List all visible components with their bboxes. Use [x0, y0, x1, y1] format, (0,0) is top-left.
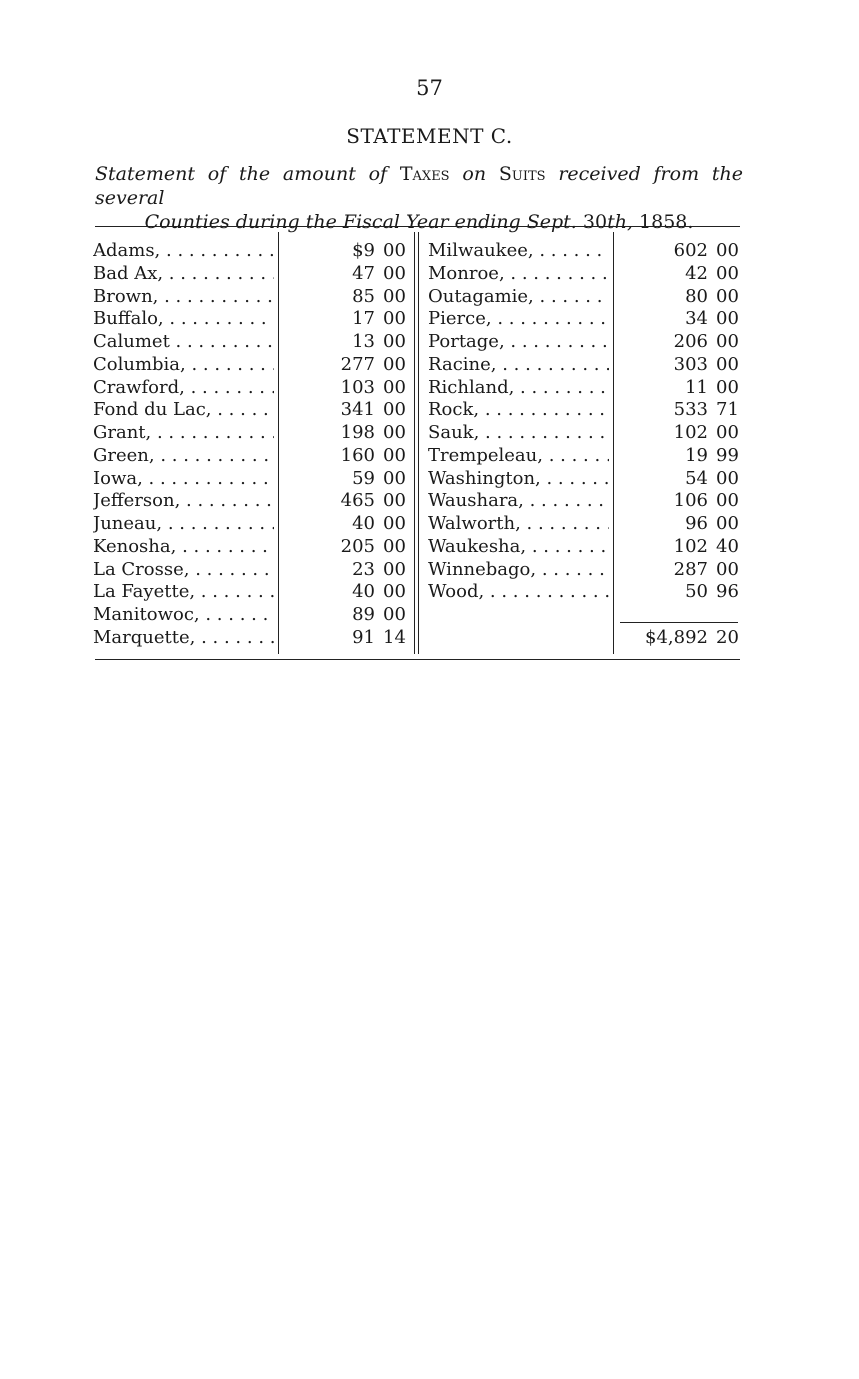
table-row [428, 490, 743, 513]
amount-cents: 00 [716, 490, 739, 512]
county-name: Fond du Lac, . . . [93, 399, 274, 422]
amount-cents: 96 [716, 581, 739, 603]
amount-dollars: 103 [340, 376, 375, 398]
amount-cents: 00 [383, 513, 406, 534]
amount-dollars: 96 [685, 513, 708, 534]
amount-cents: 00 [383, 490, 406, 512]
amount-dollars: 106 [673, 490, 708, 512]
county-name: Washington, . . . [428, 468, 609, 491]
county-name: Manitowoc, . . . [93, 604, 274, 627]
table-row [93, 422, 413, 445]
county-name: La Fayette, . . . [93, 581, 274, 604]
amount-cents: 00 [383, 308, 406, 330]
amount-dollars: 465 [340, 490, 375, 512]
caption-text: Counties during the Fiscal Year ending Sept. [144, 211, 583, 233]
amount-cents: 00 [716, 376, 739, 398]
county-name: Marquette, . . . [93, 627, 274, 650]
amount-dollars: 602 [673, 240, 708, 261]
county-name: Jefferson, . . . [93, 490, 274, 513]
table-row [428, 399, 743, 422]
amount-dollars: 11 [685, 376, 708, 398]
table-row [428, 445, 743, 468]
table-row [93, 331, 413, 354]
amount-cents: 00 [716, 262, 739, 284]
county-name: Green, . . . [93, 445, 274, 468]
county-name: Adams, . . . [93, 240, 274, 263]
table-row [93, 308, 413, 331]
caption-text: received from the several [95, 163, 744, 209]
county-name: Winnebago, . . . [428, 559, 609, 582]
table-row [93, 627, 413, 650]
table-bottom-rule [95, 659, 740, 660]
total-dollars: $4,892 [645, 626, 708, 648]
county-name: Walworth, . . . [428, 513, 609, 536]
county-name: Portage, . . . [428, 331, 609, 354]
table-row [93, 559, 413, 582]
amount-cents: 00 [383, 467, 406, 489]
table-row [428, 354, 743, 377]
table-row [93, 377, 413, 400]
amount-dollars: 50 [685, 581, 708, 603]
county-name: Wood, . . . [428, 581, 609, 604]
amount-cents: 99 [716, 444, 739, 466]
column-divider [418, 232, 419, 654]
amount-dollars: 54 [685, 467, 708, 489]
amount-cents: 00 [383, 285, 406, 307]
table-row [93, 399, 413, 422]
amount-cents: 00 [716, 353, 739, 375]
caption-line-2 [95, 210, 743, 234]
amount-dollars: 42 [685, 262, 708, 284]
amount-dollars: 23 [352, 558, 375, 580]
county-name: Trempeleau, . . . [428, 445, 609, 468]
amount-cents: 00 [383, 376, 406, 398]
table-row [428, 308, 743, 331]
amount-cents: 00 [383, 444, 406, 466]
total-rule [620, 622, 738, 623]
amount-cents: 14 [383, 626, 406, 648]
county-name: Bad Ax, . . . [93, 263, 274, 286]
amount-cents: 00 [383, 262, 406, 284]
total-cents: 20 [716, 626, 739, 648]
caption-suits: Suits [498, 163, 546, 185]
amount-cents: 40 [716, 535, 739, 557]
amount-dollars: 205 [340, 535, 375, 557]
county-name: Milwaukee, . . . [428, 240, 609, 263]
amount-dollars: 533 [673, 399, 708, 421]
amount-dollars: 102 [673, 535, 708, 557]
county-name: Sauk, . . . [428, 422, 609, 445]
caption-text: on [449, 163, 499, 185]
amount-dollars: 89 [352, 604, 375, 625]
table-row [93, 490, 413, 513]
amount-cents: 00 [716, 467, 739, 489]
blank-row [428, 604, 743, 627]
table-row [428, 468, 743, 491]
amount-dollars: 287 [673, 558, 708, 580]
amount-dollars: 47 [352, 262, 375, 284]
county-name: Racine, . . . [428, 354, 609, 377]
county-name: Crawford, . . . [93, 377, 274, 400]
county-name: Kenosha, . . . [93, 536, 274, 559]
table-row [428, 513, 743, 536]
amount-cents: 00 [716, 422, 739, 443]
amount-cents: 00 [383, 331, 406, 352]
amount-dollars: 13 [352, 331, 375, 352]
table-row [428, 559, 743, 582]
left-column [93, 240, 413, 650]
amount-cents: 00 [383, 581, 406, 603]
column-divider [414, 232, 415, 654]
amount-cents: 71 [716, 399, 739, 421]
amount-dollars: 277 [340, 353, 375, 375]
amount-dollars: 102 [673, 422, 708, 443]
amount-dollars: 80 [685, 285, 708, 307]
table-row [428, 422, 743, 445]
table-top-rule [95, 226, 740, 227]
amount-dollars: 91 [352, 626, 375, 648]
table-row [93, 513, 413, 536]
amount-cents: 00 [383, 535, 406, 557]
county-name: Pierce, . . . [428, 308, 609, 331]
table-row [93, 354, 413, 377]
amount-dollars: 206 [673, 331, 708, 352]
caption-line-1 [95, 162, 743, 210]
amount-dollars: 19 [685, 444, 708, 466]
caption-text: th, [607, 211, 633, 233]
table-row [93, 263, 413, 286]
county-name: Waushara, . . . [428, 490, 609, 513]
county-name: Juneau, . . . [93, 513, 274, 536]
right-column [428, 240, 743, 650]
county-name: Waukesha, . . . [428, 536, 609, 559]
amount-cents: 00 [383, 422, 406, 443]
table-row [93, 536, 413, 559]
table-row [428, 581, 743, 604]
table-row [93, 604, 413, 627]
amount-dollars: 198 [340, 422, 375, 443]
table-row [428, 263, 743, 286]
amount-cents: 00 [383, 353, 406, 375]
county-name: Iowa, . . . [93, 468, 274, 491]
table-row [428, 536, 743, 559]
county-name: Brown, . . . [93, 286, 274, 309]
county-name: Grant, . . . [93, 422, 274, 445]
amount-dollars: 341 [340, 399, 375, 421]
table-row [93, 286, 413, 309]
amount-cents: 00 [716, 240, 739, 261]
amount-dollars: 59 [352, 467, 375, 489]
amount-dollars: 40 [352, 581, 375, 603]
amount-dollars: 303 [673, 353, 708, 375]
caption-year: 1858. [633, 211, 694, 233]
statement-caption [95, 162, 743, 234]
county-name: Monroe, . . . [428, 263, 609, 286]
amount-cents: 00 [383, 240, 406, 261]
total-row [428, 627, 743, 650]
table-row [93, 581, 413, 604]
amount-cents: 00 [383, 399, 406, 421]
county-name: Outagamie, . . . [428, 286, 609, 309]
amount-dollars: 85 [352, 285, 375, 307]
table-row [93, 468, 413, 491]
amount-dollars: 34 [685, 308, 708, 330]
table-row [428, 331, 743, 354]
county-name: Columbia, . . . [93, 354, 274, 377]
amount-cents: 00 [383, 558, 406, 580]
county-name: La Crosse, . . . [93, 559, 274, 582]
amount-cents: 00 [716, 513, 739, 534]
table-row [93, 445, 413, 468]
table-row [428, 240, 743, 263]
caption-taxes: Taxes [399, 163, 450, 185]
caption-text: Statement of the amount of [95, 163, 400, 185]
amount-dollars: 160 [340, 444, 375, 466]
amount-dollars: 40 [352, 513, 375, 534]
amount-cents: 00 [383, 604, 406, 625]
amount-cents: 00 [716, 558, 739, 580]
amount-cents: 00 [716, 308, 739, 330]
caption-day: 30 [582, 211, 608, 233]
county-name: Calumet . . . [93, 331, 274, 354]
amount-cents: 00 [716, 285, 739, 307]
county-name: Rock, . . . [428, 399, 609, 422]
amount-cents: 00 [716, 331, 739, 352]
amount-dollars: $9 [352, 240, 375, 261]
table-row [93, 240, 413, 263]
county-name: Richland, . . . [428, 377, 609, 400]
statement-title: STATEMENT C. [346, 124, 513, 148]
table-row [428, 377, 743, 400]
table-row [428, 286, 743, 309]
amount-dollars: 17 [352, 308, 375, 330]
page-number: 57 [416, 76, 443, 100]
county-name: Buffalo, . . . [93, 308, 274, 331]
